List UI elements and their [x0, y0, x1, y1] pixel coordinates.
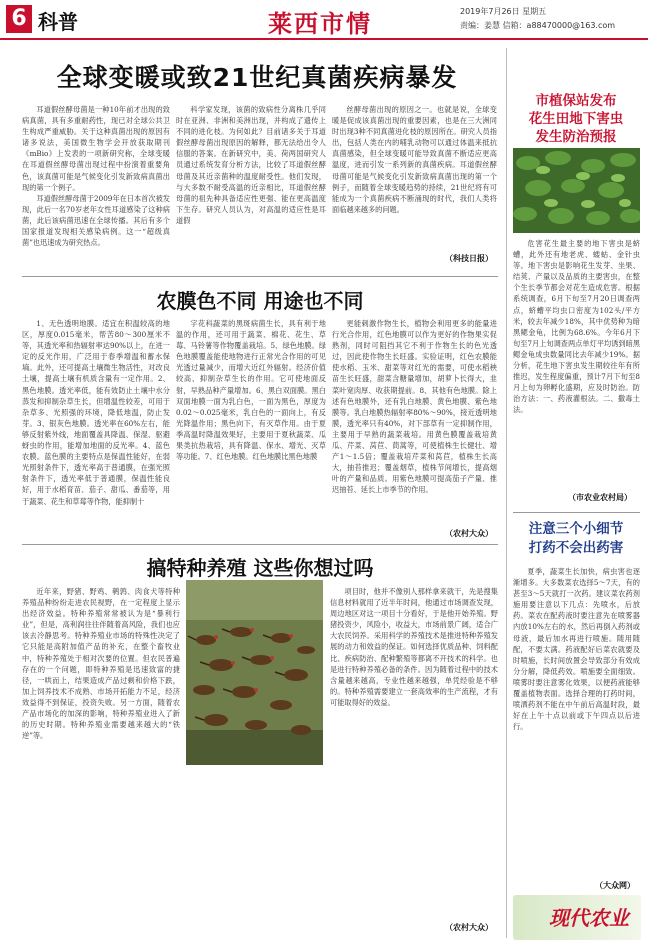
article2-col2-p1: 字花科蔬菜的黑斑病菌生长，具有利于地温的作用，还可用于蔬菜、棉花、花生、草莓、马铃薯等作物覆盖栽培。5、绿色地膜。绿色地膜覆盖能使地物进行正常光合作用的可见光透过量减少，而增大近红外辐射。经济价值较高、抑制杂草生长的作用。它可使地面反射，早熟品种产量增加。6、黑白双面膜。黑白双面地膜一面为乳白色，一面为黑色，厚度为0.02～0.025毫米，乳白色的一面向上，有反光降温作用；黑色向下，有灭草作用。由于夏季高温时降温效果好，主要用于夏秋蔬菜、瓜果类抗热栽培，具有降温、保水、增光、灭草等功能。7、红色地膜。红色地膜比黑色地膜: [176, 319, 326, 462]
article2-col1: [22, 318, 170, 540]
article1-col1-p2: 耳道假丝酵母菌于2009年在日本首次被发现，此后一名70岁老年女性耳道感染了这种病菌，此后该病菌迅速在全球传播。其后有多个国家报道发现相关感染病例。这一“超级真菌”也迅速成为研究热点。: [22, 193, 170, 248]
article3-title: 搞特种养殖 这些你想过吗: [146, 556, 374, 580]
pheasant-photo: [186, 580, 323, 765]
article3-col3-p1: 项目时，他并不像别人那样拿来就干，先是搜集信息材料就用了近半年时间，他通过市场调查发现，周边地区对这一项目十分看好，于是他开始养殖。野猪投资少，风险小，收益大，市场前景广阔，适合广大农民饲养。采用科学的养殖技术是推进特种养殖发展的动力和效益的保证。如何选择优质品种、饲料配比、疾病防治、配种繁殖等都离不开技术的科学。也是进行特种养殖必备的条件。因为随着过程中的技术含量越来越高，专业性越来越强，单凭经验是不够的。特种养殖需要建立一套高效率的生产流程，才有可能取得好的效益。: [330, 587, 498, 707]
side1-body-p1: 危害花生最主要的地下害虫是蛴螬，此外还有地老虎、蝼蛄、金针虫等。地下害虫是影响花生发芽、坐果、结荚、产量以及品质的主要害虫，在整个生长季节都会对花生造成危害。根据系统调查，6月下旬至7月20日调查两点，蛴螬平均虫口密度为102头/平方米，较去年减少18%，其中优势种为暗黑鳃金龟，比例为68.6%。今年6月下旬至7月上旬调查两点单灯平均诱到暗黑鳃金龟成虫数量同比去年减少19%。据分析，花生地下害虫发生期较往年有所推迟，发生程度偏重，预计7月下旬至8月上旬为卵孵化盛期，应及时防治。防治方法：一、药液灌根法。二、撒毒土法。: [513, 239, 640, 415]
side-divider: [513, 512, 640, 513]
paper-name: 莱西市情: [268, 9, 372, 38]
article2-col1-p1: 1、无色透明地膜。适宜在积温较高的地区，厚度0.015毫米，帮苦80～300厘米不等，其透光率和热辐射率达90%以上，在进一定的反光作用，广泛用于春季增温和蓄水保墒。此外，还可提高土壤微生物活性，对改良土壤，提高土壤有机质含量有一定作用。2、黑色地膜。透光率低，能有效防止土壤中水分蒸发和抑制杂草生长，但增温性较差，可用于杂草多、光照强的环境，降低地温，防止发芽。3、银灰色地膜。透光率在60%左右，能够反射紫外线，地面覆盖具降温、保湿、驱避蚜虫的作用，能增加地面的反光率。4、蓝色农膜。蓝色膜的主要特点是保温性能好，在弱光照射条件下，透光率高于普通膜，在强光照射条件下，透光率低于普通膜，保温性能良好，用于水稻育苗、茄子、甜瓜、番茄等，用于蔬菜、花生和草莓等作物，能抑制十: [22, 319, 170, 506]
side2-byline: （大众网）: [595, 881, 635, 890]
side1-title-line2: 花生田地下害虫: [528, 111, 624, 127]
editor-info: 责编：姜慧 信箱：a88470000@163.com: [460, 21, 616, 30]
side1-title-line1: 市植保站发布: [535, 93, 617, 109]
side1-body: [513, 238, 640, 488]
article1-title: 全球变暖或致21世纪真菌疾病暴发: [56, 63, 458, 92]
article2-byline: （农村大众）: [445, 529, 493, 538]
article1-col3-p1: 丝酵母菌出现的原因之一。也就是说，全球变暖是促成该真菌出现的重要因素，也是在三大洲同时出现3种不同真菌进化枝的原因所在。研究人员指出，包括人类在内的哺乳动物可以通过体温来抵抗真菌感染，但全球变暖可能导致真菌不断适应更高温度，进而引发一系列新的真菌疾病。耳道假丝酵母菌可能是气候变化引发新致病真菌出现的第一个例子，而随着全球变暖趋势的持续，21世纪将有可能成为一个真菌疾病不断涌现的时代，我们人类将面临越来越多的问题。: [332, 105, 497, 214]
side2-body-p1: 夏季，蔬菜生长加快，病虫害也逐渐增多。大多数菜农选择5～7天，有的甚至3～5天就打一次药。建议菜农药剂施用要注意以下几点：先喷水，后放药。菜农在配药液时要注意先在喷雾器内放10%左右的水，然后再倒入药剂或母液，最后加水再进行喷施。随用随配，不要太满。药液配好后菜农就要及时喷施，长时间放置会导致部分有效成分分解，降低药效。喷施要全面细致。喷雾时要注意雾化效果，以便药液能够覆盖植物表面。选择合理的打药时间，喷洒药剂不能在中午前后高温时段，最好在上午十点以前或下午四点以后进行。: [513, 567, 640, 732]
peanut-leaf-photo: [513, 148, 640, 233]
article1-byline: （科技日报）: [445, 254, 493, 263]
issue-date: 2019年7月26日 星期五: [460, 7, 547, 16]
modern-agriculture-logo: [513, 895, 641, 940]
article1-col1-p1: 耳道假丝酵母菌是一种10年前才出现的致病真菌，具有多重耐药性，现已对全球公共卫生构成严重威胁。关于这种真菌出现的原因有诸多说法，美国微生物学会开放获取期刊《mBio》上发表的一项新研究称，全球变暖在耳道假丝酵母菌出现过程中扮演着重要角色，该真菌可能是气候变化引发新致病真菌出现的第一个例子。: [22, 105, 170, 192]
divider-1: [22, 276, 498, 277]
peanut-leaf-photo-svg: [513, 148, 640, 233]
divider-2: [22, 544, 498, 545]
article3-col1: [22, 586, 180, 936]
side2-title-line1: 注意三个小细节: [528, 521, 624, 537]
side2-title-line2: 打药不会出药害: [528, 540, 624, 556]
column-divider: [506, 48, 507, 938]
pheasant-photo-svg: [186, 580, 323, 765]
side2-body: [513, 566, 640, 876]
article3-col1-p1: 近年来，野猪、野鸡、鹌鹑、肉食犬等特种养殖品种纷纷走进农民视野，在一定程度上显示出经济效益。特种养殖常常被认为是“暴利行业”，但是，高利润往往伴随着高风险，我们也应该去冷静思考。特种养殖业市场的特殊性决定了它只能是高附加值产品的补充，在整个畜牧业中，特种养殖处于相对次要的位置。但农民普遍存在的一个问题，即特种养殖是迅速致富的捷径，一哄而上，结果造成产品过剩和价格下跌，加上饲养技术不成熟、市场开拓能力不足，经济效益得不到保证，投资失败。另一方面，随着农产品市场化的加深的影响，特种养殖业进入了新的历史时期。特种养殖业需要越来越大的“铁逆”等。: [22, 587, 180, 741]
article1-col3: [332, 104, 497, 249]
logo-text: 现代农业: [549, 906, 629, 930]
article2-col3: [332, 318, 497, 524]
side1-byline: （市农业农村局）: [568, 493, 632, 502]
article2-title: 农膜色不同 用途也不同: [156, 289, 364, 313]
section-name: 科普: [38, 10, 78, 34]
article3-byline: （农村大众）: [445, 923, 493, 932]
article2-col3-p1: 更能刺激作物生长，植物会利用更多的能量进行光合作用，红色地膜可以作为更好的作物果实促熟剂，同时可阻挡其它不利于作物生长的色光透过，因此使作物生长旺盛。实验证明，红色农膜能使水稻、玉米、甜菜等对红光的需要，可使水稻秧苗生长旺盛，甜菜含糖量增加，胡萝卜长得大，韭菜叶宽肉厚、收获期提前。8、其他有色地膜。除上述有色地膜外，还有乳白地膜、黄色地膜、紫色地膜等。乳白地膜热辐射率80%～90%，接近透明地膜，透光率只有40%，对下部草有一定抑制作用，主要用于早熟的蔬菜栽培。用黄色膜覆盖栽培黄瓜、芹菜、莴苣、茼蒿等，可使植株生长健壮、增产1～1.5倍；覆盖栽培芹菜和莴苣，植株生长高大，抽苔推迟；覆盖烟草，植株节间增长，提高烟叶的产量和品质。用紫色地膜可提高茄子产量、推迟抽苔、延长上市季节的作用。: [332, 319, 497, 495]
article1-col1: [22, 104, 170, 272]
masthead: [0, 0, 648, 40]
article3-col3: [330, 586, 498, 916]
page-number: 6: [6, 5, 32, 33]
article2-col2: [176, 318, 326, 540]
article1-col2-p1: 科学家发现，该菌的致病性分离株几乎同时在亚洲、非洲和美洲出现，并构成了遗传上不同的进化枝。为何如此？目前诸多关于耳道假丝酵母菌出现原因的解释，都无法给出令人信服的答案。在新研究中，美、荷两国研究人员通过系统发育分析方法，比较了耳道假丝酵母菌及其近亲菌种的温度耐受性。他们发现，与大多数不耐受高温的近亲相比，耳道假丝酵母菌的祖先种具备适应性更强、能在更高温度下生存。研究人员认为，对高温的适应性是耳道假: [176, 105, 326, 225]
article1-col2: [176, 104, 326, 272]
side1-title-line3: 发生防治预报: [535, 129, 617, 145]
